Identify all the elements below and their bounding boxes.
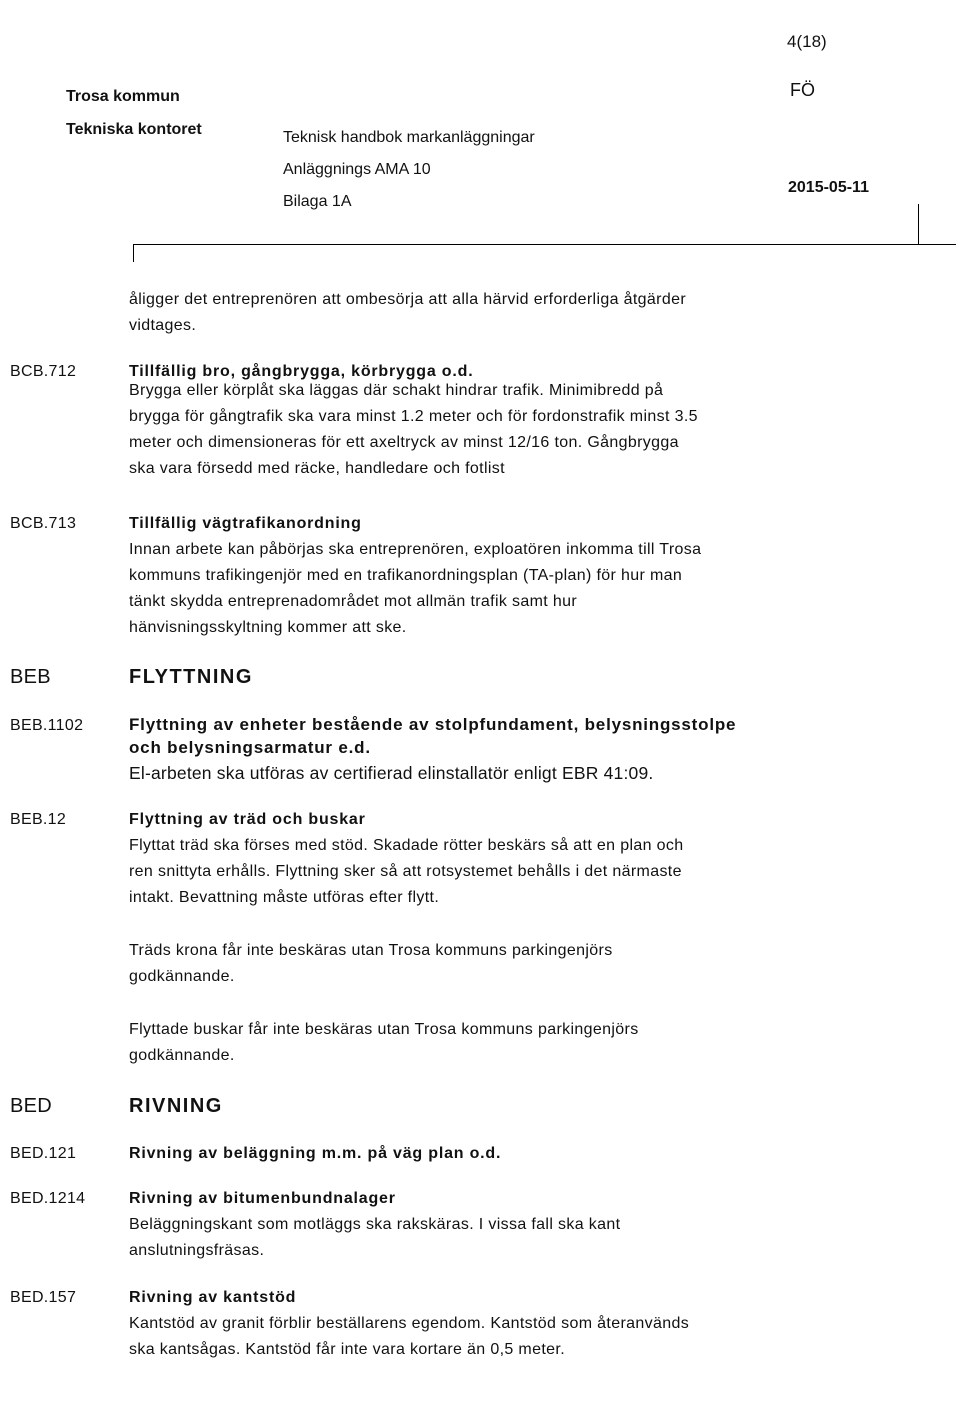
text-line: åligger det entreprenören att ombesörja att alla härvid erforderliga åtgärder <box>129 291 687 308</box>
text-line: Beläggningskant som motläggs ska rakskäras. I vissa fall ska kant <box>129 1216 621 1233</box>
section-title: Flyttning av enheter bestående av stolpfundament, belysningsstolpe <box>129 715 737 734</box>
text-line: godkännande. <box>129 968 235 985</box>
text-line: Innan arbete kan påbörjas ska entreprenören, exploatören inkomma till Trosa <box>129 541 702 558</box>
department-name: Tekniska kontoret <box>66 121 202 138</box>
text-line: meter och dimensioneras för ett axeltryck av minst 12/16 ton. Gångbrygga <box>129 434 679 451</box>
section-code: BED.157 <box>10 1289 77 1306</box>
org-name: Trosa kommun <box>66 88 180 105</box>
section-title: Rivning av kantstöd <box>129 1289 297 1306</box>
text-line: Flyttat träd ska förses med stöd. Skadade rötter beskärs så att en plan och <box>129 837 684 854</box>
text-line: ren snittyta erhålls. Flyttning sker så att rotsystemet behålls i det närmaste <box>129 863 682 880</box>
document-date: 2015-05-11 <box>788 179 869 196</box>
text-line: Kantstöd av granit förblir beställarens egendom. Kantstöd som återanvänds <box>129 1315 690 1332</box>
text-line: brygga för gångtrafik ska vara minst 1.2 meter och för fordonstrafik minst 3.5 <box>129 408 698 425</box>
section-code: BCB.712 <box>10 363 77 380</box>
section-code: BEB.12 <box>10 811 67 828</box>
document-code: FÖ <box>790 80 815 100</box>
section-code: BEB.1102 <box>10 717 84 734</box>
section-title-cont: och belysningsarmatur e.d. <box>129 738 371 757</box>
text-line: ska vara försedd med räcke, handledare och fotlist <box>129 460 505 477</box>
text-line: vidtages. <box>129 317 197 334</box>
section-code: BED.121 <box>10 1145 77 1162</box>
text-line: tänkt skydda entreprenadområdet mot allmän trafik samt hur <box>129 593 578 610</box>
handbook-title: Teknisk handbok markanläggningar <box>283 129 535 146</box>
text-line: El-arbeten ska utföras av certifierad elinstallatör enligt EBR 41:09. <box>129 763 654 783</box>
section-title: Flyttning av träd och buskar <box>129 811 366 828</box>
section-title: Tillfällig vägtrafikanordning <box>129 515 362 532</box>
text-line: kommuns trafikingenjör med en trafikanordningsplan (TA-plan) för hur man <box>129 567 683 584</box>
header-rule-vertical-left <box>133 244 134 262</box>
text-line: Träds krona får inte beskäras utan Trosa kommuns parkingenjörs <box>129 942 613 959</box>
appendix-label: Bilaga 1A <box>283 193 352 210</box>
section-code: BED.1214 <box>10 1190 86 1207</box>
section-code: BEB <box>10 666 51 688</box>
text-line: ska kantsågas. Kantstöd får inte vara kortare än 0,5 meter. <box>129 1341 565 1358</box>
header-rule <box>133 244 956 245</box>
text-line: Brygga eller körplåt ska läggas där schakt hindrar trafik. Minimibredd på <box>129 382 664 399</box>
section-title: Tillfällig bro, gångbrygga, körbrygga o.d. <box>129 363 474 380</box>
section-heading: FLYTTNING <box>129 666 253 688</box>
text-line: hänvisningsskyltning kommer att ske. <box>129 619 407 636</box>
text-line: godkännande. <box>129 1047 235 1064</box>
text-line: Flyttade buskar får inte beskäras utan Trosa kommuns parkingenjörs <box>129 1021 639 1038</box>
ama-reference: Anläggnings AMA 10 <box>283 161 431 178</box>
text-line: intakt. Bevattning måste utföras efter flytt. <box>129 889 440 906</box>
page-number: 4(18) <box>787 32 827 51</box>
text-line: anslutningsfräsas. <box>129 1242 265 1259</box>
section-heading: RIVNING <box>129 1095 223 1117</box>
section-code: BED <box>10 1095 53 1117</box>
header-rule-vertical-right <box>918 204 919 245</box>
section-title: Rivning av bitumenbundnalager <box>129 1190 396 1207</box>
section-title: Rivning av beläggning m.m. på väg plan o.d. <box>129 1145 502 1162</box>
section-code: BCB.713 <box>10 515 77 532</box>
